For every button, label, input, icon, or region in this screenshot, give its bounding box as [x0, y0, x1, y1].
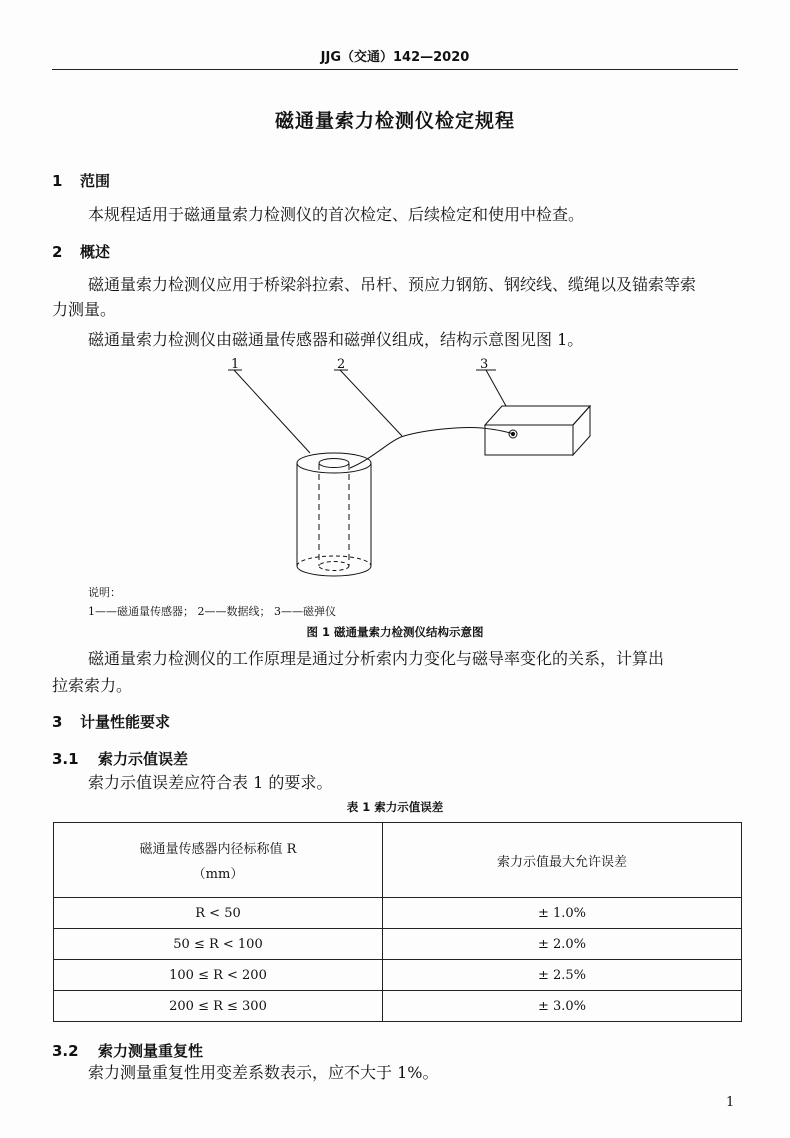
sensor-bore-bottom — [319, 562, 349, 571]
callout-2-label: 2 — [337, 358, 346, 372]
section-2-paragraph-1-line-2: 力测量。 — [52, 300, 117, 319]
section-2-heading — [52, 241, 110, 262]
section-1-paragraph: 本规程适用于磁通量索力检测仪的首次检定、后续检定和使用中检查。 — [88, 205, 585, 224]
section-2-number: 2 — [52, 243, 63, 261]
section-3-title: 计量性能要求 — [80, 713, 171, 731]
instrument-box-front — [485, 425, 573, 455]
section-3-1-number: 3.1 — [52, 750, 79, 768]
table-cell-range: 200 ≤ R ≤ 300 — [54, 991, 383, 1022]
header-code: JJG（交通）142—2020 — [320, 50, 470, 65]
callout-3-label: 3 — [480, 358, 489, 372]
table-row — [54, 898, 742, 929]
instrument-box-top — [485, 406, 590, 425]
section-1-title: 范围 — [80, 172, 111, 190]
table-cell-error: ± 2.0% — [383, 929, 742, 960]
table-row — [54, 960, 742, 991]
table-cell-error: ± 2.5% — [383, 960, 742, 991]
data-cable — [350, 427, 514, 468]
section-3-2-paragraph: 索力测量重复性用变差系数表示，应不大于 1%。 — [88, 1063, 439, 1082]
section-2-paragraph-2: 磁通量索力检测仪由磁通量传感器和磁弹仪组成，结构示意图见图 1。 — [88, 330, 584, 349]
section-3-heading — [52, 711, 170, 732]
figure-1-diagram — [52, 358, 738, 618]
page-number: 1 — [726, 1095, 735, 1110]
sensor-bottom-back — [297, 556, 371, 566]
section-2-paragraph-1-line-1: 磁通量索力检测仪应用于桥梁斜拉索、吊杆、预应力钢筋、钢绞线、缆绳以及锚索等索 — [88, 275, 697, 294]
principle-line-1: 磁通量索力检测仪的工作原理是通过分析索内力变化与磁导率变化的关系，计算出 — [88, 649, 665, 668]
table-row — [54, 991, 742, 1022]
callout-1-label: 1 — [231, 358, 240, 372]
section-3-1-paragraph: 索力示值误差应符合表 1 的要求。 — [88, 773, 333, 792]
table-cell-error: ± 1.0% — [383, 898, 742, 929]
table-header-col-1 — [54, 823, 383, 898]
table-cell-error: ± 3.0% — [383, 991, 742, 1022]
principle-line-2: 拉索索力。 — [52, 676, 133, 695]
table-header-col-2: 索力示值最大允许误差 — [383, 823, 742, 898]
section-1-heading — [52, 170, 110, 191]
table-cell-range: R < 50 — [54, 898, 383, 929]
table-1-caption: 表 1 索力示值误差 — [346, 800, 444, 814]
figure-legend-title: 说明： — [88, 586, 121, 599]
header-rule — [52, 69, 738, 70]
instrument-box-side — [573, 406, 590, 455]
sensor-bore-top — [319, 459, 349, 468]
figure-1-caption: 图 1 磁通量索力检测仪结构示意图 — [306, 625, 484, 639]
table-1 — [53, 822, 742, 1022]
callout-1-leader — [234, 370, 310, 453]
table-cell-range: 100 ≤ R < 200 — [54, 960, 383, 991]
page-title: 磁通量索力检测仪检定规程 — [274, 110, 515, 132]
section-3-2-number: 3.2 — [52, 1042, 79, 1060]
section-1-number: 1 — [52, 172, 63, 190]
figure-legend-items: 1——磁通量传感器； 2——数据线； 3——磁弹仪 — [88, 605, 336, 618]
section-3-2-title: 索力测量重复性 — [98, 1042, 204, 1060]
section-3-1-heading — [52, 748, 188, 769]
section-2-title: 概述 — [80, 243, 111, 261]
section-3-2-heading — [52, 1040, 203, 1061]
table-header-col-1-line-1: 磁通量传感器内径标称值 R — [139, 842, 297, 857]
callout-2-leader — [340, 370, 402, 436]
section-3-number: 3 — [52, 713, 63, 731]
table-cell-range: 50 ≤ R < 100 — [54, 929, 383, 960]
section-3-1-title: 索力示值误差 — [98, 750, 189, 768]
table-row — [54, 929, 742, 960]
table-header-row — [54, 823, 742, 898]
callout-3-leader — [486, 370, 506, 406]
table-header-col-1-line-2: （mm） — [192, 867, 244, 882]
